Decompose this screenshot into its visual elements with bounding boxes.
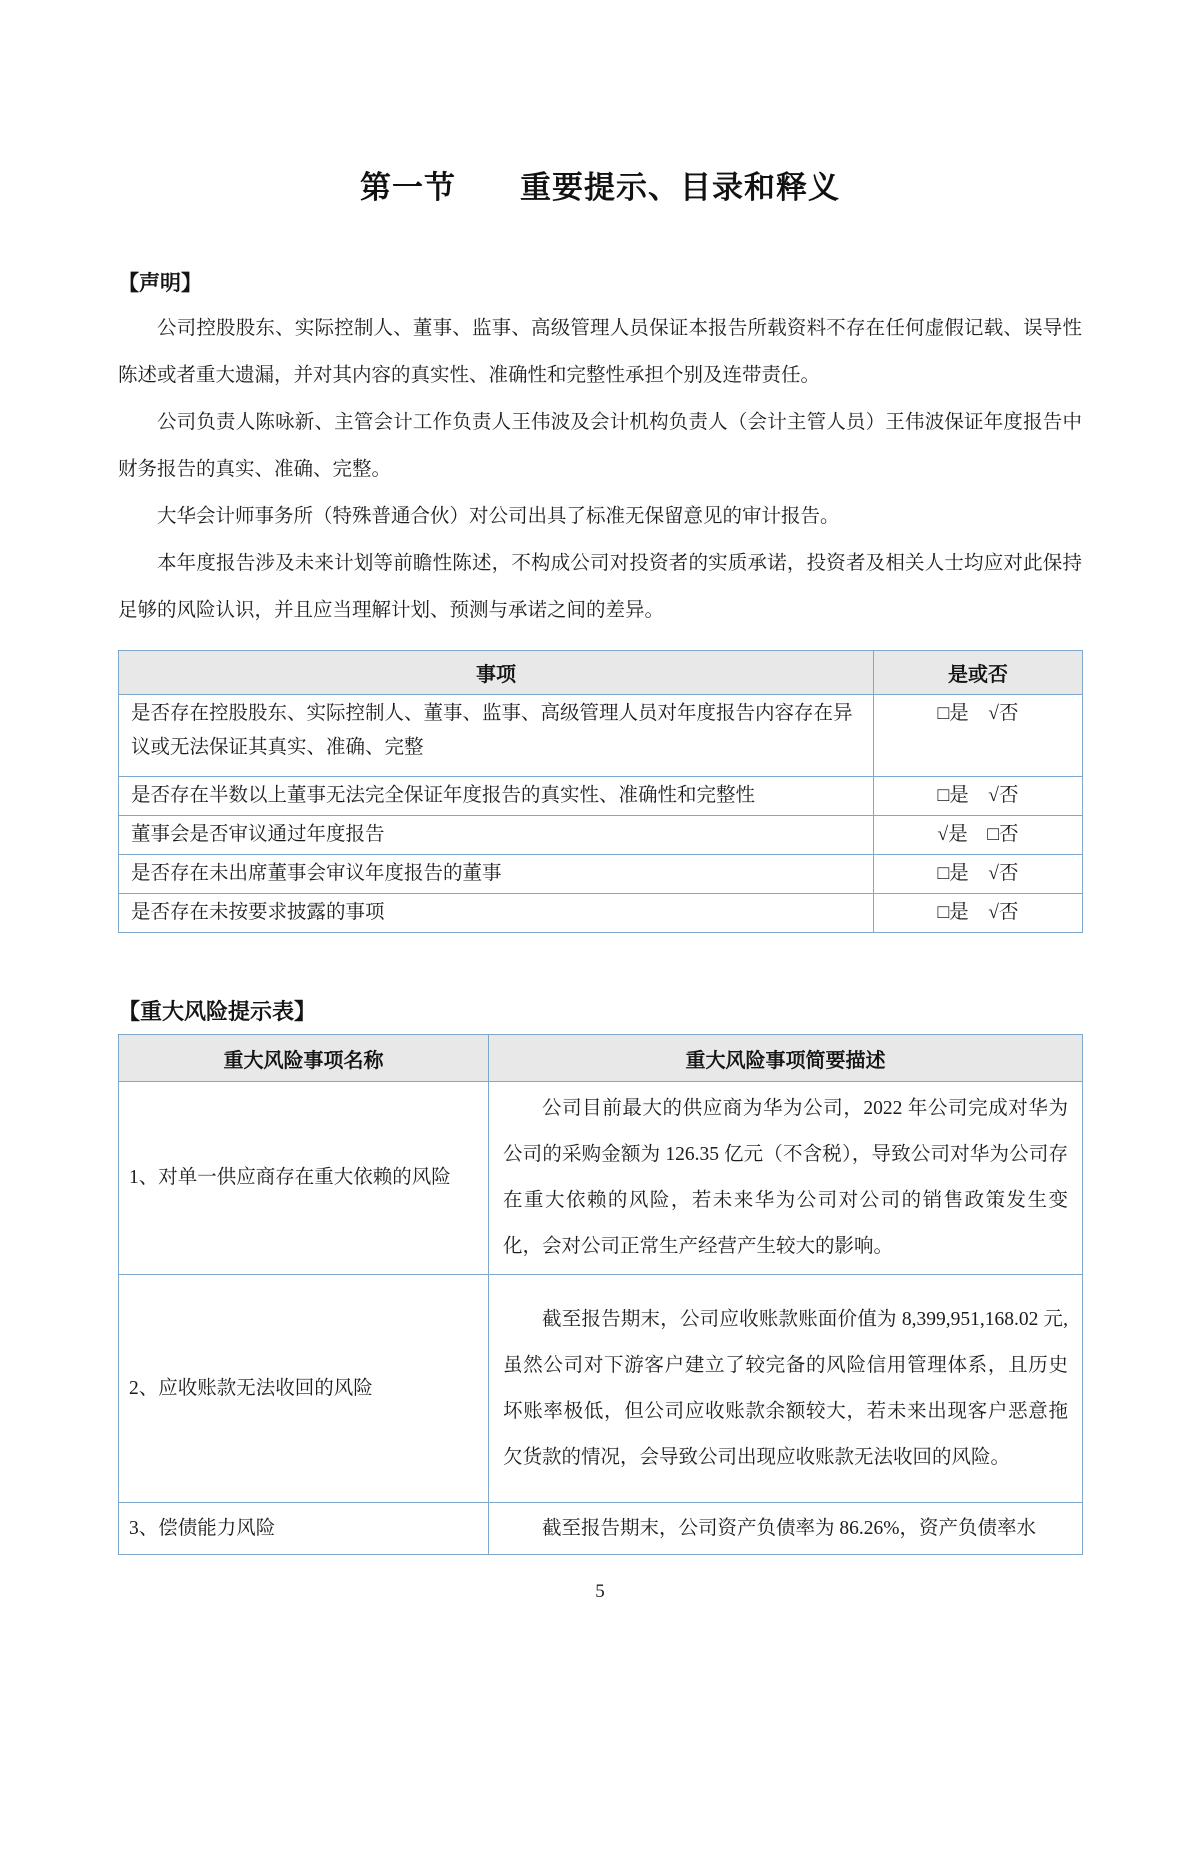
table-row: [119, 1503, 1083, 1555]
risk-col-desc-header: 重大风险事项简要描述: [489, 1035, 1083, 1082]
risk-name: 3、偿债能力风险: [119, 1503, 489, 1555]
compliance-col-item-header: 事项: [119, 651, 874, 695]
table-row: [119, 777, 1083, 816]
risk-description-text: 截至报告期末，公司资产负债率为 86.26%，资产负债率水: [542, 1517, 1036, 1539]
risk-col-name-header: 重大风险事项名称: [119, 1035, 489, 1082]
statement-paragraph: 公司控股股东、实际控制人、董事、监事、高级管理人员保证本报告所载资料不存在任何虚假记载、误导性陈述或者重大遗漏，并对其内容的真实性、准确性和完整性承担个别及连带责任。: [118, 318, 1082, 386]
risk-description: [489, 1503, 1083, 1555]
table-row: [119, 816, 1083, 855]
compliance-answer: □是 √否: [874, 777, 1083, 816]
table-row: [119, 894, 1083, 933]
compliance-answer: □是 √否: [874, 855, 1083, 894]
table-row: [119, 855, 1083, 894]
risk-table: [118, 1034, 1083, 1555]
risk-name: 1、对单一供应商存在重大依赖的风险: [119, 1082, 489, 1275]
risk-description: [489, 1082, 1083, 1275]
risk-table-heading: 【重大风险提示表】: [118, 999, 317, 1024]
compliance-header-row: [119, 651, 1083, 695]
compliance-answer: √是 □否: [874, 816, 1083, 855]
compliance-item: 是否存在未按要求披露的事项: [119, 894, 874, 933]
page-content: [118, 267, 1082, 1603]
page-number: 5: [595, 1581, 605, 1602]
table-row: [119, 1082, 1083, 1275]
statement-paragraphs: [118, 305, 1082, 634]
compliance-item: 是否存在控股股东、实际控制人、董事、监事、高级管理人员对年度报告内容存在异议或无法保证其真实、准确、完整: [119, 695, 874, 777]
risk-name: 2、应收账款无法收回的风险: [119, 1275, 489, 1503]
table-row: [119, 1275, 1083, 1503]
compliance-item: 是否存在未出席董事会审议年度报告的董事: [119, 855, 874, 894]
risk-description-text: 公司目前最大的供应商为华为公司，2022 年公司完成对华为公司的采购金额为 126.35 亿元（不含税），导致公司对华为公司存在重大依赖的风险，若未来华为公司对公司的销售政策发生变化，会对公司正常生产经营产生较大的影响。: [503, 1098, 1068, 1257]
compliance-answer: □是 √否: [874, 894, 1083, 933]
statement-paragraph: 本年度报告涉及未来计划等前瞻性陈述，不构成公司对投资者的实质承诺，投资者及相关人士均应对此保持足够的风险认识，并且应当理解计划、预测与承诺之间的差异。: [118, 553, 1082, 621]
compliance-col-answer-header: 是或否: [874, 651, 1083, 695]
risk-description-text: 截至报告期末，公司应收账款账面价值为 8,399,951,168.02 元,虽然公司对下游客户建立了较完备的风险信用管理体系，且历史坏账率极低，但公司应收账款余额较大，若未来出现客户恶意拖欠货款的情况，会导致公司出现应收账款无法收回的风险。: [503, 1308, 1068, 1468]
compliance-item: 是否存在半数以上董事无法完全保证年度报告的真实性、准确性和完整性: [119, 777, 874, 816]
compliance-table: [118, 650, 1083, 933]
risk-description: [489, 1275, 1083, 1503]
report-page: [0, 162, 1200, 1858]
compliance-answer: □是 √否: [874, 695, 1083, 777]
statement-paragraph: 公司负责人陈咏新、主管会计工作负责人王伟波及会计机构负责人（会计主管人员）王伟波保证年度报告中财务报告的真实、准确、完整。: [118, 412, 1082, 480]
table-row: [119, 695, 1083, 777]
compliance-item: 董事会是否审议通过年度报告: [119, 816, 874, 855]
statement-paragraph: 大华会计师事务所（特殊普通合伙）对公司出具了标准无保留意见的审计报告。: [157, 506, 840, 527]
statement-heading: 【声明】: [118, 271, 202, 295]
risk-header-row: [119, 1035, 1083, 1082]
section-title: 第一节 重要提示、目录和释义: [360, 170, 840, 205]
